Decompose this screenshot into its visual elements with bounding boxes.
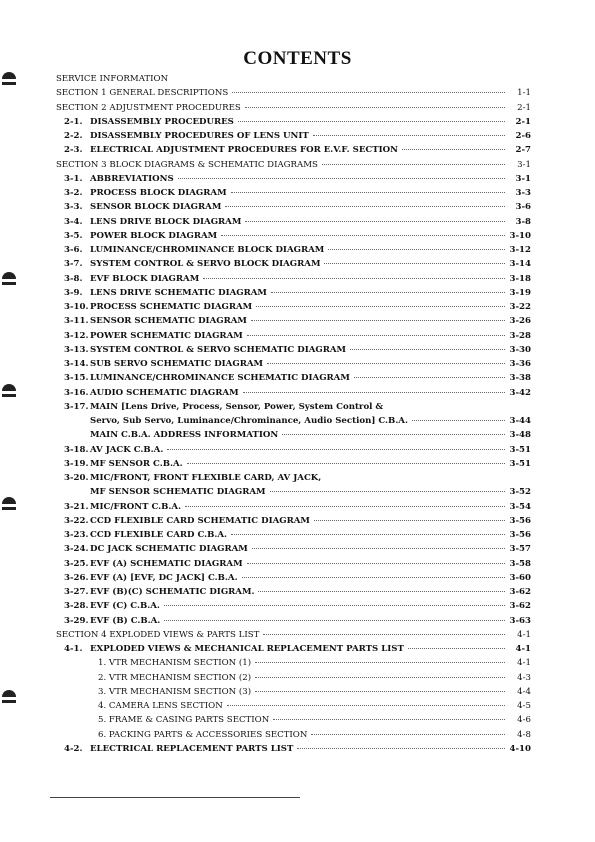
toc-entry-page: 3-3 [515, 188, 531, 198]
toc-entry-title: SERVICE INFORMATION [56, 74, 169, 84]
toc-entry-number: 3-24. [64, 544, 89, 555]
toc-entry [56, 514, 531, 528]
toc-entry-page: 2-7 [515, 145, 531, 156]
toc-entry-page: 2-1 [517, 102, 531, 113]
dot-leader [267, 363, 505, 364]
toc-entry [56, 414, 531, 428]
dot-leader [350, 349, 505, 350]
toc-entry-page: 3-62 [509, 601, 531, 612]
toc-entry [56, 656, 531, 670]
toc-entry-number: 2-3. [64, 145, 83, 156]
toc-entry-title: ELECTRICAL REPLACEMENT PARTS LIST [90, 743, 294, 754]
toc-entry [56, 500, 531, 514]
toc-entry [56, 101, 531, 115]
toc-entry [56, 542, 531, 556]
toc-entry-title: 2. VTR MECHANISM SECTION (2) [98, 672, 252, 683]
dot-leader [221, 235, 505, 236]
dot-leader [185, 506, 505, 507]
dot-leader [402, 149, 505, 150]
toc-entry-title: MIC/FRONT C.B.A. [90, 501, 182, 512]
toc-entry-title: AUDIO SCHEMATIC DIAGRAM [90, 387, 239, 398]
dot-leader [227, 705, 505, 706]
dot-leader [231, 534, 505, 535]
table-of-contents [56, 72, 531, 756]
dot-leader [247, 335, 505, 336]
toc-entry-page: 3-28 [509, 330, 531, 341]
toc-entry [56, 72, 531, 86]
toc-entry-page: 4-8 [517, 729, 531, 740]
dot-leader [314, 520, 505, 521]
toc-entry-title: MIC/FRONT, FRONT FLEXIBLE CARD, AV JACK, [90, 473, 322, 483]
toc-entry [56, 628, 531, 642]
toc-entry-title: EVF BLOCK DIAGRAM [90, 273, 200, 284]
toc-entry-page: 3-12 [509, 245, 531, 255]
toc-entry-title: MAIN C.B.A. ADDRESS INFORMATION [90, 430, 279, 441]
toc-entry-title: CCD FLEXIBLE CARD SCHEMATIC DIAGRAM [90, 515, 310, 526]
toc-entry [56, 243, 531, 257]
toc-entry [56, 115, 531, 129]
toc-entry-title: DC JACK SCHEMATIC DIAGRAM [90, 544, 248, 555]
toc-entry-number: 3-11. [64, 316, 89, 327]
toc-entry-number: 3-4. [64, 216, 83, 227]
toc-entry-title: SENSOR BLOCK DIAGRAM [90, 202, 222, 213]
dot-leader [203, 278, 505, 279]
dot-leader [238, 121, 505, 122]
dot-leader [412, 420, 505, 421]
toc-entry [56, 528, 531, 542]
toc-entry [56, 443, 531, 457]
toc-entry-number: 3-19. [64, 458, 89, 469]
toc-entry-title: 1. VTR MECHANISM SECTION (1) [98, 658, 252, 669]
toc-entry-page: 3-58 [509, 558, 531, 569]
toc-entry-page: 3-38 [509, 373, 531, 384]
toc-entry [56, 485, 531, 499]
dot-leader [225, 206, 505, 207]
toc-entry [56, 343, 531, 357]
toc-entry-title: LUMINANCE/CHROMINANCE BLOCK DIAGRAM [90, 245, 325, 255]
footer-rule [50, 797, 300, 798]
toc-entry [56, 400, 531, 414]
toc-entry-number: 2-2. [64, 131, 83, 141]
toc-entry-number: 3-27. [64, 587, 89, 597]
toc-entry-title: SUB SERVO SCHEMATIC DIAGRAM [90, 359, 264, 369]
toc-entry-title: AV JACK C.B.A. [90, 444, 164, 455]
toc-entry [56, 713, 531, 727]
toc-entry-title: Servo, Sub Servo, Luminance/Chrominance, Audio Section] C.B.A. [90, 416, 408, 426]
toc-entry-title: SECTION 2 ADJUSTMENT PROCEDURES [56, 102, 241, 113]
toc-entry-number: 3-21. [64, 501, 89, 512]
toc-entry [56, 172, 531, 186]
toc-entry-number: 3-17. [64, 401, 89, 412]
toc-entry-page: 2-6 [515, 131, 531, 141]
toc-entry [56, 671, 531, 685]
toc-entry-page: 4-1 [517, 629, 531, 640]
toc-entry-page: 3-26 [509, 316, 531, 327]
toc-entry-title: POWER SCHEMATIC DIAGRAM [90, 330, 243, 341]
toc-entry-number: 3-8. [64, 273, 83, 284]
toc-entry-title: LENS DRIVE SCHEMATIC DIAGRAM [90, 287, 267, 298]
toc-entry-number: 4-2. [64, 743, 83, 754]
toc-entry [56, 143, 531, 157]
dot-leader [258, 591, 505, 592]
toc-entry-page: 3-48 [509, 430, 531, 441]
dot-leader [255, 691, 505, 692]
toc-entry [56, 300, 531, 314]
toc-entry-title: 4. CAMERA LENS SECTION [98, 701, 223, 711]
toc-entry [56, 728, 531, 742]
toc-entry-title: MF SENSOR C.B.A. [90, 458, 183, 469]
toc-entry-page: 3-54 [509, 501, 531, 512]
toc-entry-number: 3-22. [64, 515, 89, 526]
dot-leader [245, 221, 505, 222]
dot-leader [322, 164, 505, 165]
toc-entry-page: 3-63 [509, 615, 531, 626]
toc-entry-title: EVF (B) C.B.A. [90, 615, 161, 626]
toc-entry-page: 4-3 [517, 672, 531, 683]
toc-entry-number: 3-2. [64, 188, 83, 198]
toc-entry [56, 329, 531, 343]
toc-entry [56, 585, 531, 599]
dot-leader [247, 563, 505, 564]
toc-entry-number: 3-7. [64, 259, 83, 270]
toc-entry-title: EVF (A) [EVF, DC JACK] C.B.A. [90, 572, 238, 583]
toc-entry-page: 4-1 [515, 644, 531, 654]
toc-entry [56, 257, 531, 271]
dot-leader [354, 377, 505, 378]
toc-entry-page: 3-18 [509, 273, 531, 284]
toc-entry-page: 3-44 [509, 416, 531, 426]
toc-entry [56, 471, 531, 485]
toc-entry [56, 371, 531, 385]
toc-entry-number: 3-13. [64, 344, 89, 355]
toc-entry-page: 3-57 [509, 544, 531, 555]
toc-entry-page: 4-5 [517, 701, 531, 711]
dot-leader [164, 605, 505, 606]
toc-entry [56, 742, 531, 756]
toc-entry-page: 3-1 [517, 159, 531, 170]
toc-entry-page: 3-62 [509, 587, 531, 597]
toc-entry-page: 4-1 [517, 658, 531, 669]
page-title: CONTENTS [243, 48, 352, 69]
toc-entry-number: 3-23. [64, 530, 89, 540]
dot-leader [271, 292, 505, 293]
toc-entry-title: DISASSEMBLY PROCEDURES OF LENS UNIT [90, 131, 309, 141]
toc-entry-title: ELECTRICAL ADJUSTMENT PROCEDURES FOR E.V.F. SECTION [90, 145, 398, 156]
toc-entry-title: EVF (C) C.B.A. [90, 601, 160, 612]
dot-leader [297, 748, 505, 749]
toc-entry-title: POWER BLOCK DIAGRAM [90, 230, 218, 241]
toc-entry-number: 3-9. [64, 287, 83, 298]
dot-leader [408, 648, 505, 649]
toc-entry [56, 642, 531, 656]
toc-entry [56, 200, 531, 214]
toc-entry [56, 215, 531, 229]
toc-entry-title: LUMINANCE/CHROMINANCE SCHEMATIC DIAGRAM [90, 373, 350, 384]
toc-entry-title: SECTION 1 GENERAL DESCRIPTIONS [56, 88, 229, 99]
toc-entry-number: 3-26. [64, 572, 89, 583]
toc-entry-title: MAIN [Lens Drive, Process, Sensor, Power, System Control & [90, 401, 384, 412]
toc-entry-title: SECTION 3 BLOCK DIAGRAMS & SCHEMATIC DIAGRAMS [56, 159, 318, 170]
toc-entry-number: 3-5. [64, 230, 83, 241]
toc-entry-page: 3-56 [509, 530, 531, 540]
toc-entry-number: 4-1. [64, 644, 83, 654]
dot-leader [167, 449, 505, 450]
toc-entry [56, 129, 531, 143]
toc-entry-title: EVF (B)(C) SCHEMATIC DIGRAM. [90, 587, 255, 597]
dot-leader [187, 463, 505, 464]
toc-entry-number: 3-14. [64, 359, 89, 369]
toc-entry-number: 3-20. [64, 473, 89, 483]
toc-entry-title: 3. VTR MECHANISM SECTION (3) [98, 686, 252, 697]
toc-entry [56, 272, 531, 286]
toc-entry [56, 86, 531, 100]
toc-entry-page: 1-1 [517, 88, 531, 99]
toc-entry-number: 3-6. [64, 245, 83, 255]
toc-entry-page: 3-36 [509, 359, 531, 369]
toc-entry [56, 286, 531, 300]
toc-entry-page: 3-10 [509, 230, 531, 241]
toc-entry [56, 599, 531, 613]
dot-leader [252, 548, 505, 549]
dot-leader [232, 92, 505, 93]
toc-entry-page: 3-6 [515, 202, 531, 213]
toc-entry-page: 3-22 [509, 302, 531, 312]
toc-entry-page: 3-42 [509, 387, 531, 398]
toc-entry-title: SECTION 4 EXPLODED VIEWS & PARTS LIST [56, 629, 260, 640]
dot-leader [311, 734, 505, 735]
toc-entry-page: 3-51 [509, 458, 531, 469]
toc-entry-title: MF SENSOR SCHEMATIC DIAGRAM [90, 487, 266, 498]
dot-leader [255, 662, 505, 663]
toc-entry [56, 685, 531, 699]
toc-entry-page: 3-19 [509, 287, 531, 298]
dot-leader [242, 577, 505, 578]
toc-entry-title: PROCESS SCHEMATIC DIAGRAM [90, 302, 253, 312]
dot-leader [243, 392, 505, 393]
toc-entry [56, 699, 531, 713]
toc-entry-number: 3-12. [64, 330, 89, 341]
dot-leader [324, 263, 505, 264]
toc-entry-page: 3-1 [515, 173, 531, 184]
dot-leader [313, 135, 505, 136]
toc-entry-number: 3-10. [64, 302, 89, 312]
toc-entry-title: SYSTEM CONTROL & SERVO SCHEMATIC DIAGRAM [90, 344, 347, 355]
toc-entry-title: EXPLODED VIEWS & MECHANICAL REPLACEMENT PARTS LIST [90, 644, 404, 654]
toc-entry-number: 3-29. [64, 615, 89, 626]
dot-leader [273, 719, 505, 720]
toc-entry-title: DISASSEMBLY PROCEDURES [90, 116, 234, 127]
dot-leader [256, 306, 505, 307]
dot-leader [282, 434, 505, 435]
toc-entry-page: 2-1 [515, 116, 531, 127]
dot-leader [231, 192, 505, 193]
toc-entry-number: 3-25. [64, 558, 89, 569]
toc-entry [56, 614, 531, 628]
toc-entry-page: 3-56 [509, 515, 531, 526]
toc-entry-title: 6. PACKING PARTS & ACCESSORIES SECTION [98, 729, 308, 740]
toc-entry [56, 357, 531, 371]
toc-entry [56, 158, 531, 172]
toc-entry-page: 4-4 [517, 686, 531, 697]
toc-entry-title: SENSOR SCHEMATIC DIAGRAM [90, 316, 247, 327]
dot-leader [270, 491, 505, 492]
toc-entry-title: CCD FLEXIBLE CARD C.B.A. [90, 530, 228, 540]
toc-entry-title: ABBREVIATIONS [90, 173, 174, 184]
toc-entry-page: 3-51 [509, 444, 531, 455]
toc-entry-title: EVF (A) SCHEMATIC DIAGRAM [90, 558, 243, 569]
toc-entry [56, 186, 531, 200]
toc-entry [56, 229, 531, 243]
dot-leader [178, 178, 505, 179]
toc-entry [56, 428, 531, 442]
toc-entry-number: 3-16. [64, 387, 89, 398]
toc-entry [56, 457, 531, 471]
toc-entry-title: LENS DRIVE BLOCK DIAGRAM [90, 216, 242, 227]
toc-entry-number: 3-3. [64, 202, 83, 213]
toc-entry-page: 3-14 [509, 259, 531, 270]
dot-leader [328, 249, 505, 250]
dot-leader [263, 634, 505, 635]
toc-entry-number: 3-1. [64, 173, 83, 184]
toc-entry-number: 3-28. [64, 601, 89, 612]
dot-leader [245, 107, 505, 108]
toc-entry-page: 3-60 [509, 572, 531, 583]
toc-entry-number: 3-18. [64, 444, 89, 455]
toc-entry-page: 3-30 [509, 344, 531, 355]
toc-entry-page: 4-10 [509, 743, 531, 754]
toc-entry [56, 557, 531, 571]
toc-entry-page: 4-6 [517, 715, 531, 726]
toc-entry [56, 571, 531, 585]
dot-leader [251, 320, 505, 321]
dot-leader [164, 620, 505, 621]
toc-entry-title: PROCESS BLOCK DIAGRAM [90, 188, 227, 198]
toc-entry [56, 314, 531, 328]
dot-leader [255, 677, 505, 678]
toc-entry [56, 386, 531, 400]
toc-entry-page: 3-8 [515, 216, 531, 227]
toc-entry-number: 2-1. [64, 116, 83, 127]
toc-entry-page: 3-52 [509, 487, 531, 498]
toc-entry-title: 5. FRAME & CASING PARTS SECTION [98, 715, 270, 726]
toc-entry-title: SYSTEM CONTROL & SERVO BLOCK DIAGRAM [90, 259, 321, 270]
toc-entry-number: 3-15. [64, 373, 89, 384]
